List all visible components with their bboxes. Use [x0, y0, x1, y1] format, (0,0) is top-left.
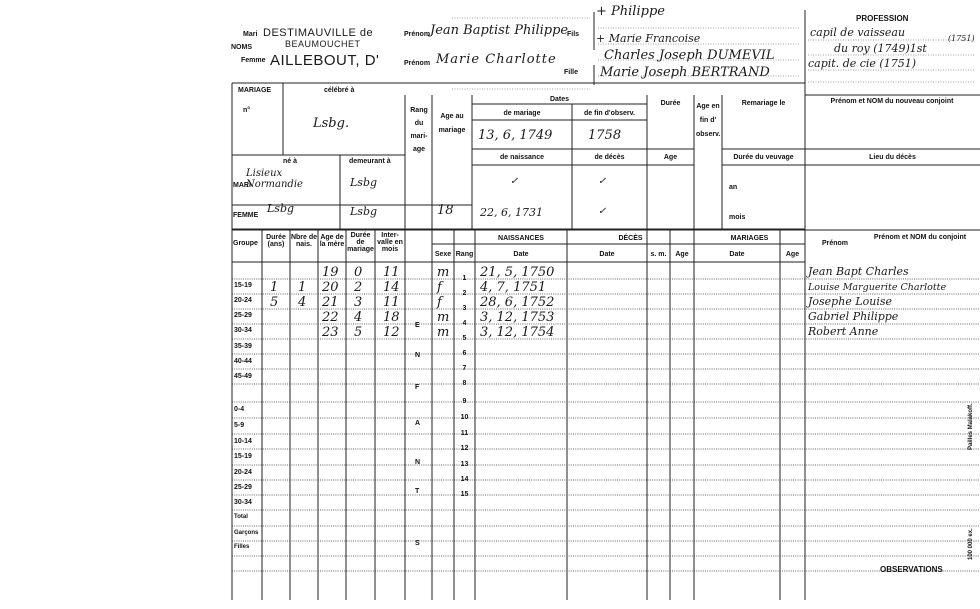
- intervalle-label: Inter-valle en mois: [377, 232, 403, 253]
- observations-label: OBSERVATIONS: [880, 565, 943, 574]
- fils-3: Charles Joseph DUMEVIL: [604, 48, 775, 63]
- profession-1b: (1751): [948, 34, 975, 43]
- femme-label: Femme: [241, 57, 266, 64]
- deces-label: DÉCÈS: [618, 235, 643, 242]
- de-deces-label: de décès: [594, 154, 625, 161]
- enfants-letter: F: [415, 384, 420, 391]
- age-mariage-label: Age au mariage: [438, 113, 466, 134]
- age-group-label: 15-19: [234, 282, 252, 289]
- child-duree-mariage: 2: [354, 280, 363, 295]
- child-sexe: f: [437, 280, 442, 295]
- duree-mariage-label: Durée de mariage: [347, 232, 374, 253]
- demeurant-label: demeurant à: [349, 158, 391, 165]
- child-date: 21, 5, 1750: [480, 265, 555, 280]
- group-nbre: 4: [298, 295, 307, 310]
- rank-number: 6: [462, 350, 467, 357]
- rank-number: 2: [462, 290, 467, 297]
- rank-number: 15: [460, 491, 469, 498]
- no-label: n°: [243, 107, 251, 114]
- child-date: 4, 7, 1751: [480, 280, 547, 295]
- child-age-mere: 21: [322, 295, 339, 310]
- prenom-label-mari: Prénom: [404, 31, 431, 38]
- husband-surname-2: BEAUMOUCHET: [285, 39, 361, 49]
- rank-number: 3: [462, 305, 467, 312]
- enfants-letter: E: [415, 322, 420, 329]
- group-duree: 5: [270, 295, 279, 310]
- duree-label: Durée: [660, 100, 681, 107]
- duree-veuvage-label: Durée du veuvage: [733, 154, 794, 161]
- child-prenom: Josephe Louise: [808, 295, 893, 308]
- rank-number: 7: [462, 365, 467, 372]
- child-date: 3, 12, 1754: [480, 325, 555, 340]
- group-duree: 1: [270, 280, 279, 295]
- rank-number: 13: [460, 461, 469, 468]
- child-duree-mariage: 0: [354, 265, 363, 280]
- femme-ne: Lsbg: [267, 202, 295, 215]
- age-group-label: 30-34: [234, 327, 252, 334]
- child-duree-mariage: 4: [354, 310, 363, 325]
- child-prenom: Jean Bapt Charles: [808, 265, 909, 278]
- age-group-label: 30-34: [234, 499, 252, 506]
- enfants-letter: N: [415, 352, 421, 359]
- date-label-n: Date: [513, 251, 529, 258]
- de-fin-label: de fin d'observ.: [584, 110, 635, 117]
- enfants-letter: A: [415, 420, 421, 427]
- age-group-label: 45-49: [234, 373, 252, 380]
- femme-deces: ✓: [598, 206, 607, 217]
- wife-firstname: Marie Charlotte: [436, 52, 557, 67]
- fils-1: + Philippe: [596, 4, 665, 19]
- child-sexe: m: [437, 265, 450, 280]
- fils-2: + Marie Francoise: [596, 32, 701, 45]
- enfants-letter: N: [415, 459, 421, 466]
- rank-number: 10: [460, 414, 469, 421]
- naissances-label: NAISSANCES: [498, 235, 544, 242]
- age-group-label: 5-9: [234, 422, 245, 429]
- age-group-label: 0-4: [234, 406, 245, 413]
- date-fin: 1758: [588, 128, 622, 143]
- child-age-mere: 19: [322, 265, 339, 280]
- date-mariage: 13, 6, 1749: [478, 128, 553, 143]
- wife-surname: AILLEBOUT, D': [270, 52, 380, 69]
- age-label-m2: Age: [785, 251, 800, 258]
- an-label: an: [729, 184, 738, 191]
- child-intervalle: 18: [383, 310, 400, 325]
- age-group-label: 40-44: [234, 358, 252, 365]
- age-group-label: 10-14: [234, 438, 252, 445]
- age-group-label: 35-39: [234, 343, 252, 350]
- child-date: 28, 6, 1752: [480, 295, 555, 310]
- mois-label: mois: [729, 214, 746, 221]
- child-prenom: Louise Marguerite Charlotte: [808, 282, 947, 293]
- femme-naissance: 22, 6, 1731: [480, 206, 543, 219]
- profession-3: capit. de cie (1751): [808, 57, 917, 70]
- child-prenom: Robert Anne: [808, 325, 879, 338]
- husband-surname-1: DESTIMAUVILLE de: [263, 27, 374, 39]
- enfants-letter: T: [415, 488, 420, 495]
- age-group-label: 25-29: [234, 484, 252, 491]
- prenom-nom-conjoint-label: Prénom et NOM du nouveau conjoint: [830, 98, 954, 105]
- child-intervalle: 12: [383, 325, 400, 340]
- rank-number: 4: [462, 320, 467, 327]
- rank-number: 8: [462, 380, 467, 387]
- profession-2: du roy (1749)1st: [834, 42, 927, 55]
- child-duree-mariage: 3: [354, 295, 363, 310]
- prenom-label-c: Prénom: [821, 240, 849, 247]
- sexe-label: Sexe: [434, 251, 452, 258]
- prenom-nom-conjoint-c-label: Prénom et NOM du conjoint: [873, 234, 967, 241]
- ne-a-label: né à: [283, 158, 298, 165]
- age-group-label: 25-29: [234, 312, 252, 319]
- child-age-mere: 20: [322, 280, 339, 295]
- child-sexe: f: [437, 295, 442, 310]
- rank-number: 5: [462, 335, 467, 342]
- rank-number: 1: [462, 275, 467, 282]
- remariage-label: Remariage le: [741, 100, 786, 107]
- celebre-label: célébré à: [324, 87, 355, 94]
- sm-label: s. m.: [650, 251, 667, 258]
- child-age-mere: 23: [322, 325, 339, 340]
- child-date: 3, 12, 1753: [480, 310, 555, 325]
- husband-firstname: Jean Baptist Philippe: [430, 23, 569, 38]
- side-text-2: 100 000 ex.: [968, 528, 974, 560]
- rank-number: 12: [460, 445, 469, 452]
- age-label-d: Age: [675, 251, 689, 258]
- prenom-label-femme: Prénom: [404, 60, 431, 67]
- age-group-label: 20-24: [234, 469, 252, 476]
- rank-number: 11: [460, 430, 469, 437]
- fille-label: Fille: [564, 69, 579, 76]
- age-group-label: 20-24: [234, 297, 252, 304]
- mari-label: Mari: [243, 31, 258, 38]
- child-intervalle: 11: [383, 295, 400, 310]
- enfants-letter: S: [415, 540, 420, 547]
- age-group-label: Garçons: [234, 530, 259, 536]
- child-duree-mariage: 5: [354, 325, 363, 340]
- mari-naissance: ✓: [510, 176, 519, 187]
- femme-demeurant: Lsbg: [350, 205, 378, 218]
- age-group-label: Filles: [234, 544, 250, 550]
- group-nbre: 1: [298, 280, 307, 295]
- child-prenom: Gabriel Philippe: [808, 310, 899, 323]
- age-mere-label: Age de la mère: [319, 234, 345, 248]
- de-mariage-label: de mariage: [503, 110, 541, 117]
- age-fin-label: Age en fin d' observ.: [696, 103, 721, 138]
- age-group-label: 15-19: [234, 453, 252, 460]
- child-intervalle: 14: [383, 280, 400, 295]
- child-intervalle: 11: [383, 265, 400, 280]
- mariage-label: MARIAGE: [238, 87, 272, 94]
- de-naissance-label: de naissance: [500, 154, 544, 161]
- dates-label: Dates: [549, 96, 570, 103]
- mari-ne: Lisieux Normandie: [246, 168, 303, 190]
- rang-label: Rang: [455, 251, 474, 258]
- fils-label: Fils: [567, 31, 580, 38]
- date-label-d: Date: [599, 251, 615, 258]
- lieu-deces-label: Lieu du décès: [869, 154, 916, 161]
- noms-label: NOMS: [231, 44, 252, 51]
- rang-mariage-label: Rang du mari-age: [410, 107, 428, 153]
- rank-number: 9: [462, 398, 467, 405]
- mari-row-label: MARI: [233, 182, 251, 189]
- fille-1: Marie Joseph BERTRAND: [600, 65, 770, 80]
- child-sexe: m: [437, 310, 450, 325]
- mari-demeurant: Lsbg: [350, 176, 378, 189]
- age-group-label: Total: [234, 514, 248, 520]
- side-text-1: Pailles Malakoff.: [968, 403, 974, 450]
- marriage-place: Lsbg.: [313, 116, 350, 131]
- mari-deces: ✓: [598, 176, 607, 187]
- mariages-label: MARIAGES: [730, 235, 769, 242]
- femme-row-label: FEMME: [233, 212, 259, 219]
- date-label-m: Date: [729, 251, 745, 258]
- child-sexe: m: [437, 325, 450, 340]
- rank-number: 14: [460, 476, 469, 483]
- femme-age: 18: [437, 203, 454, 218]
- profession-label: PROFESSION: [856, 14, 909, 23]
- groupe-label: Groupe: [233, 240, 258, 247]
- age-label-m: Age: [663, 154, 678, 161]
- duree-ans-label: Durée (ans): [266, 234, 286, 248]
- nbre-label: Nbre de nais.: [290, 234, 318, 248]
- profession-1: capil de vaisseau: [810, 26, 906, 39]
- child-age-mere: 22: [322, 310, 339, 325]
